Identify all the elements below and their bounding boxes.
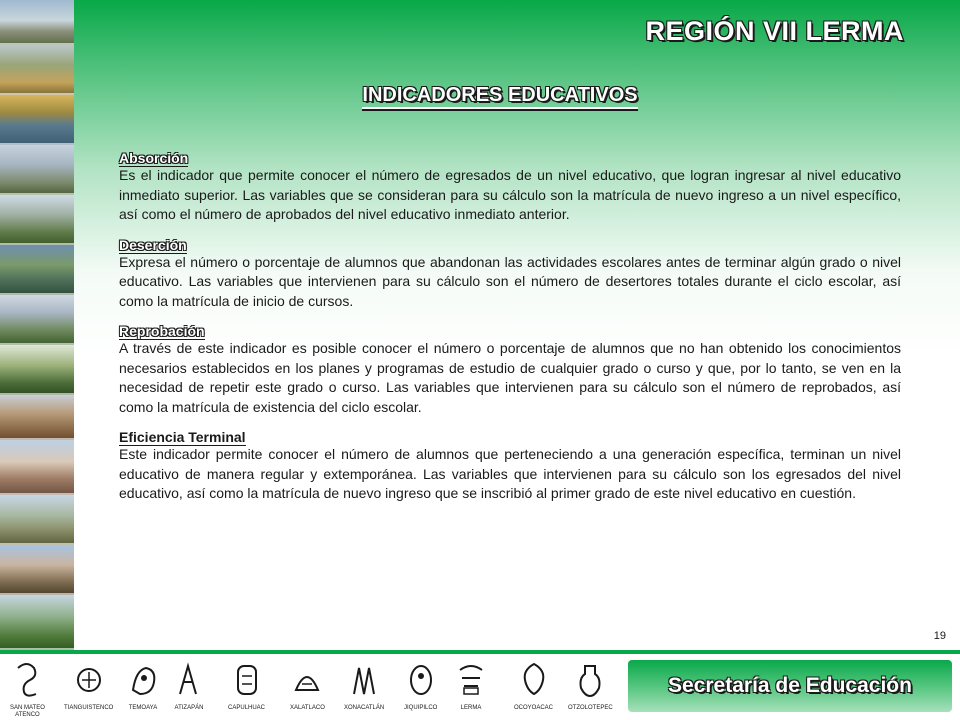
municipio-ocoyoacac [514,660,553,712]
municipio-label: XONACATLÁN [344,705,385,711]
slide-title-text: INDICADORES EDUCATIVOS [362,84,637,109]
xonacatlan-glyph-icon [349,660,379,700]
temoaya-glyph-icon [128,660,158,700]
page-number: 19 [933,630,946,642]
capulhuac-glyph-icon [232,660,262,700]
municipio-label: ATIZAPÁN [174,705,204,711]
region-title: REGIÓN VII LERMA [645,16,904,46]
jiquipilco-glyph-icon [406,660,436,700]
section-eficiencia-terminal [119,429,901,504]
slide-title [270,84,730,107]
municipio-temoaya [128,660,158,712]
section-desercion [119,237,901,312]
municipio-atizapan [174,660,204,712]
photo-bridge [0,245,74,295]
municipio-tianguistenco [64,660,113,712]
footer-divider [0,650,960,654]
photo-strip [0,0,74,650]
municipio-capulhuac [228,660,265,712]
photo-valley [0,595,74,650]
photo-field [0,45,74,95]
photo-lake-boat [0,95,74,145]
section-body: Es el indicador que permite conocer el número de egresados de un nivel educativo, que logran ingresar al nivel educativo inmediato superior. Las variables que se consideran para su cálculo son la matrícula de nuevo ingreso a un nivel específico, así como el número de aprobados del nivel educativo inmediato anterior. [119,167,901,222]
municipio-label: CAPULHUAC [228,705,266,711]
municipio-label: OTZOLOTEPEC [568,705,613,711]
photo-town [0,145,74,195]
atizapan-glyph-icon [174,660,204,700]
otzolotepec-glyph-icon [575,660,605,700]
section-heading [119,150,901,166]
municipio-label: SAN MATEO [10,705,45,711]
san-mateo-atenco-glyph-icon [12,660,42,700]
photo-cathedral [0,545,74,595]
municipio-xalatlaco [290,660,325,712]
section-heading [119,323,901,339]
section-heading [119,237,901,253]
photo-hills [0,195,74,245]
municipio-jiquipilco [404,660,437,712]
municipio-label: LERMA [460,705,482,711]
section-absorcion [119,150,901,225]
municipio-label-line2: ATENCO [15,712,40,718]
section-heading-text: Absorción [119,150,189,166]
section-heading [119,429,901,445]
content-area [119,150,901,516]
municipio-san-mateo-atenco [10,660,45,719]
section-reprobacion [119,323,901,417]
section-heading-text: Reprobación [119,323,205,339]
section-body: Expresa el número o porcentaje de alumnos que abandonan las actividades escolares antes de terminar algún grado o nivel educativo. Las variables que intervienen para su cálculo son el número de desertores totales durante el ciclo escolar, así como la matrícula de inicio de cursos. [119,253,901,309]
municipio-otzolotepec [568,660,613,712]
photo-forest [0,345,74,395]
photo-volcano [0,295,74,345]
municipio-label: JIQUIPILCO [404,705,438,711]
municipio-label: OCOYOACAC [514,705,554,711]
municipio-lerma [456,660,486,712]
municipio-label: TIANGUISTENCO [64,705,114,711]
ocoyoacac-glyph-icon [519,660,549,700]
section-heading-text: Deserción [119,236,187,253]
section-heading-text: Eficiencia Terminal [119,429,246,445]
lerma-glyph-icon [456,660,486,700]
photo-village [0,495,74,545]
xalatlaco-glyph-icon [292,660,322,700]
section-body: Este indicador permite conocer el número de alumnos que perteneciendo a una generación específica, terminan un nivel educativo de manera regular y extemporánea. Las variables que intervienen para su cálculo son los egresados del nivel educativo, así como la matrícula de nuevo ingreso que se inscribió al primer grado de este nivel educativo en cuestión. [119,446,901,501]
tianguistenco-glyph-icon [74,660,104,700]
photo-church [0,440,74,495]
municipio-label: TEMOAYA [128,705,158,711]
municipio-label: XALATLACO [290,705,325,711]
section-body: A través de este indicador es posible conocer el número o porcentaje de alumnos que no han obtenido los conocimientos necesarios establecidos en los planes y programas de estudio de cualquier grado o curso y que, por lo tanto, se ven en la necesidad de repetir este grado o curso. Las variables que intervienen para su cálculo son el número de reprobados, así como la matrícula de existencia del ciclo escolar. [119,340,901,415]
secretaria-label: Secretaría de Educación [668,674,912,697]
photo-arches [0,395,74,440]
secretaria-banner [628,660,952,712]
municipio-xonacatlan [344,660,384,712]
photo-building [0,0,74,45]
